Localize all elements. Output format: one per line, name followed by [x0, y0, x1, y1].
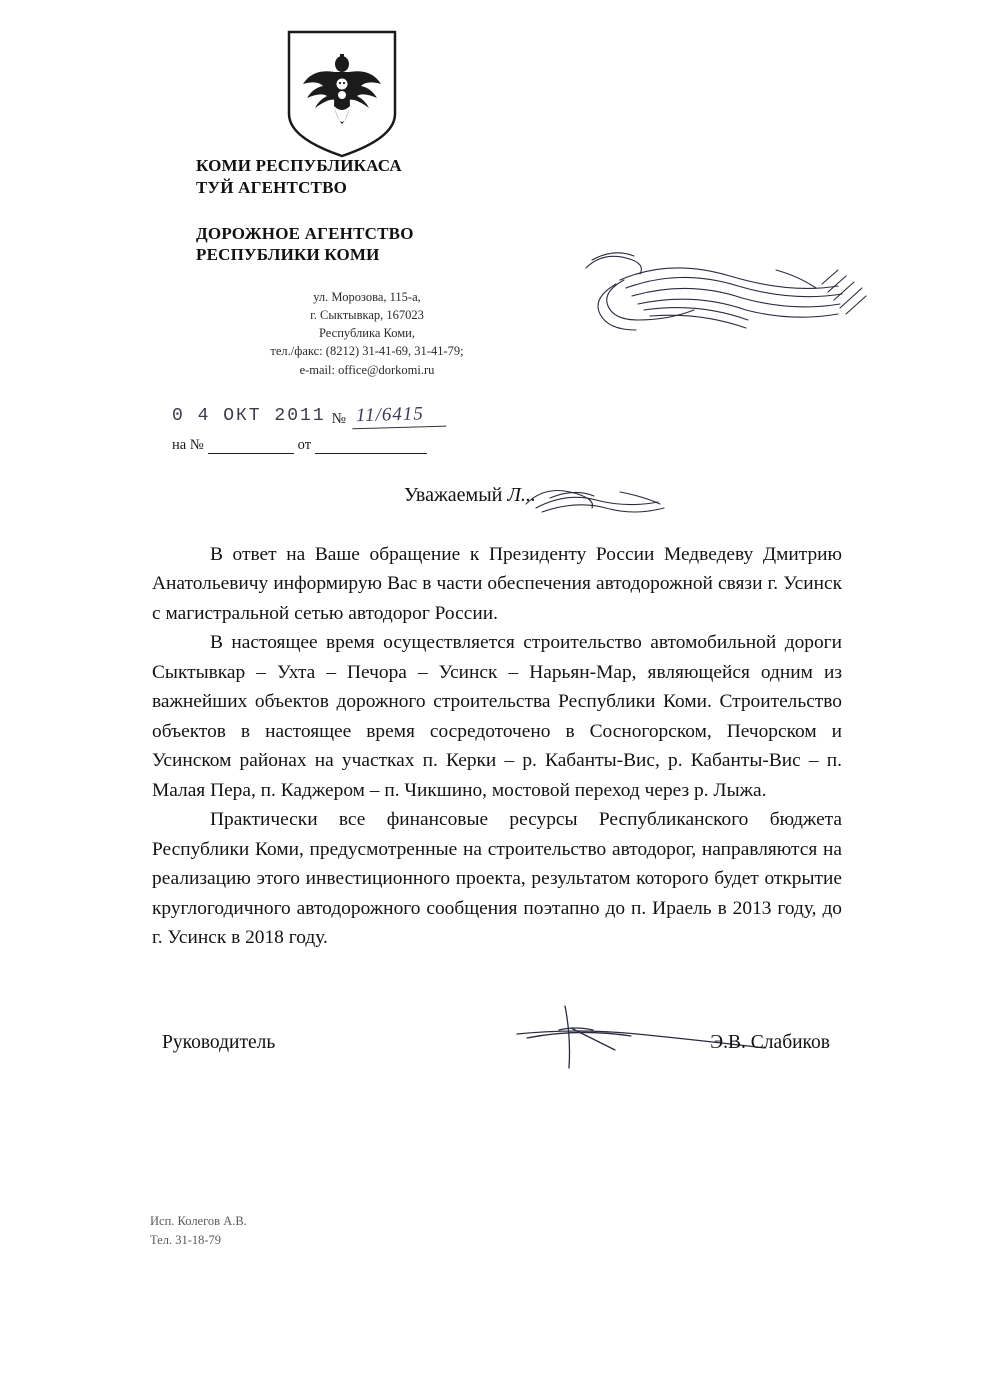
- contact-region: Республика Коми,: [319, 326, 415, 341]
- contact-block: [196, 288, 526, 379]
- body-paragraph-3: Практически все финансовые ресурсы Республиканского бюджета Республики Коми, предусмотренные на строительство автодорог, направляются на реализацию этого инвестиционного проекта, результатом которого будет открытие круглогодичного автодорожного сообщения поэтапно до п. Ираель в 2013 году, до г. Усинск в 2018 году.: [152, 809, 842, 949]
- letter-body: [152, 540, 842, 953]
- contact-street: ул. Морозова, 115-а,: [313, 290, 421, 304]
- executor-footer: [150, 1212, 247, 1250]
- salutation: [404, 484, 536, 507]
- signature-name: Э.В. Слабиков: [710, 1032, 830, 1053]
- reply-date-rule: [315, 440, 427, 454]
- handwritten-scribble-salutation: [520, 478, 680, 518]
- executor-phone: Тел. 31-18-79: [150, 1232, 222, 1247]
- body-paragraph-1: В ответ на Ваше обращение к Президенту России Медведеву Дмитрию Анатольевичу информирую Вас в части обеспечения автодорожной связи г. Усинск с магистральной сетью автодорог России.: [152, 544, 842, 624]
- org-name-russian: [196, 223, 526, 267]
- stamp-date: 0 4 ОКТ 2011: [172, 406, 326, 426]
- stamp-number-value: 11/6415: [352, 403, 447, 430]
- org-name-komi: [196, 155, 526, 199]
- contact-city: г. Сыктывкар, 167023: [310, 308, 424, 323]
- org-name-russian-line2: РЕСПУБЛИКИ КОМИ: [196, 245, 380, 265]
- body-paragraph-2: В настоящее время осуществляется строительство автомобильной дороги Сыктывкар – Ухта – Печора – Усинск – Нарьян-Мар, являющейся одним из важнейших объектов дорожного строительства Республики Коми. Строительство объектов в настоящее время сосредоточено в Сосногорском, Печорском и Усинском районах на участках п. Керки – р. Кабанты-Вис, р. Кабанты-Вис – п. Малая Пера, п. Каджером – п. Чикшино, мостовой переход через р. Лыжа.: [152, 632, 842, 801]
- reply-date-label: от: [297, 437, 312, 453]
- salutation-text: Уважаемый: [404, 484, 503, 506]
- stamp-number-label: №: [331, 411, 346, 427]
- contact-email: e-mail: office@dorkomi.ru: [299, 362, 435, 377]
- org-name-komi-line1: КОМИ РЕСПУБЛИКАСА: [196, 156, 402, 175]
- letterhead: [196, 155, 526, 379]
- handwritten-scribble-top: [580, 240, 870, 350]
- coat-of-arms-icon: [283, 28, 401, 160]
- org-name-komi-line2: ТУЙ АГЕНТСТВО: [196, 177, 348, 197]
- contact-phone: тел./факс: (8212) 31-41-69, 31-41-79;: [270, 344, 464, 359]
- registration-stamp: [172, 404, 502, 454]
- signature-title: Руководитель: [162, 1032, 276, 1053]
- reply-reference-label: на №: [172, 437, 204, 453]
- executor-name: Исп. Колегов А.В.: [150, 1214, 247, 1228]
- salutation-handwritten-name: Л...: [507, 484, 536, 506]
- org-name-russian-line1: ДОРОЖНОЕ АГЕНТСТВО: [196, 223, 414, 243]
- reply-reference-rule: [208, 440, 294, 454]
